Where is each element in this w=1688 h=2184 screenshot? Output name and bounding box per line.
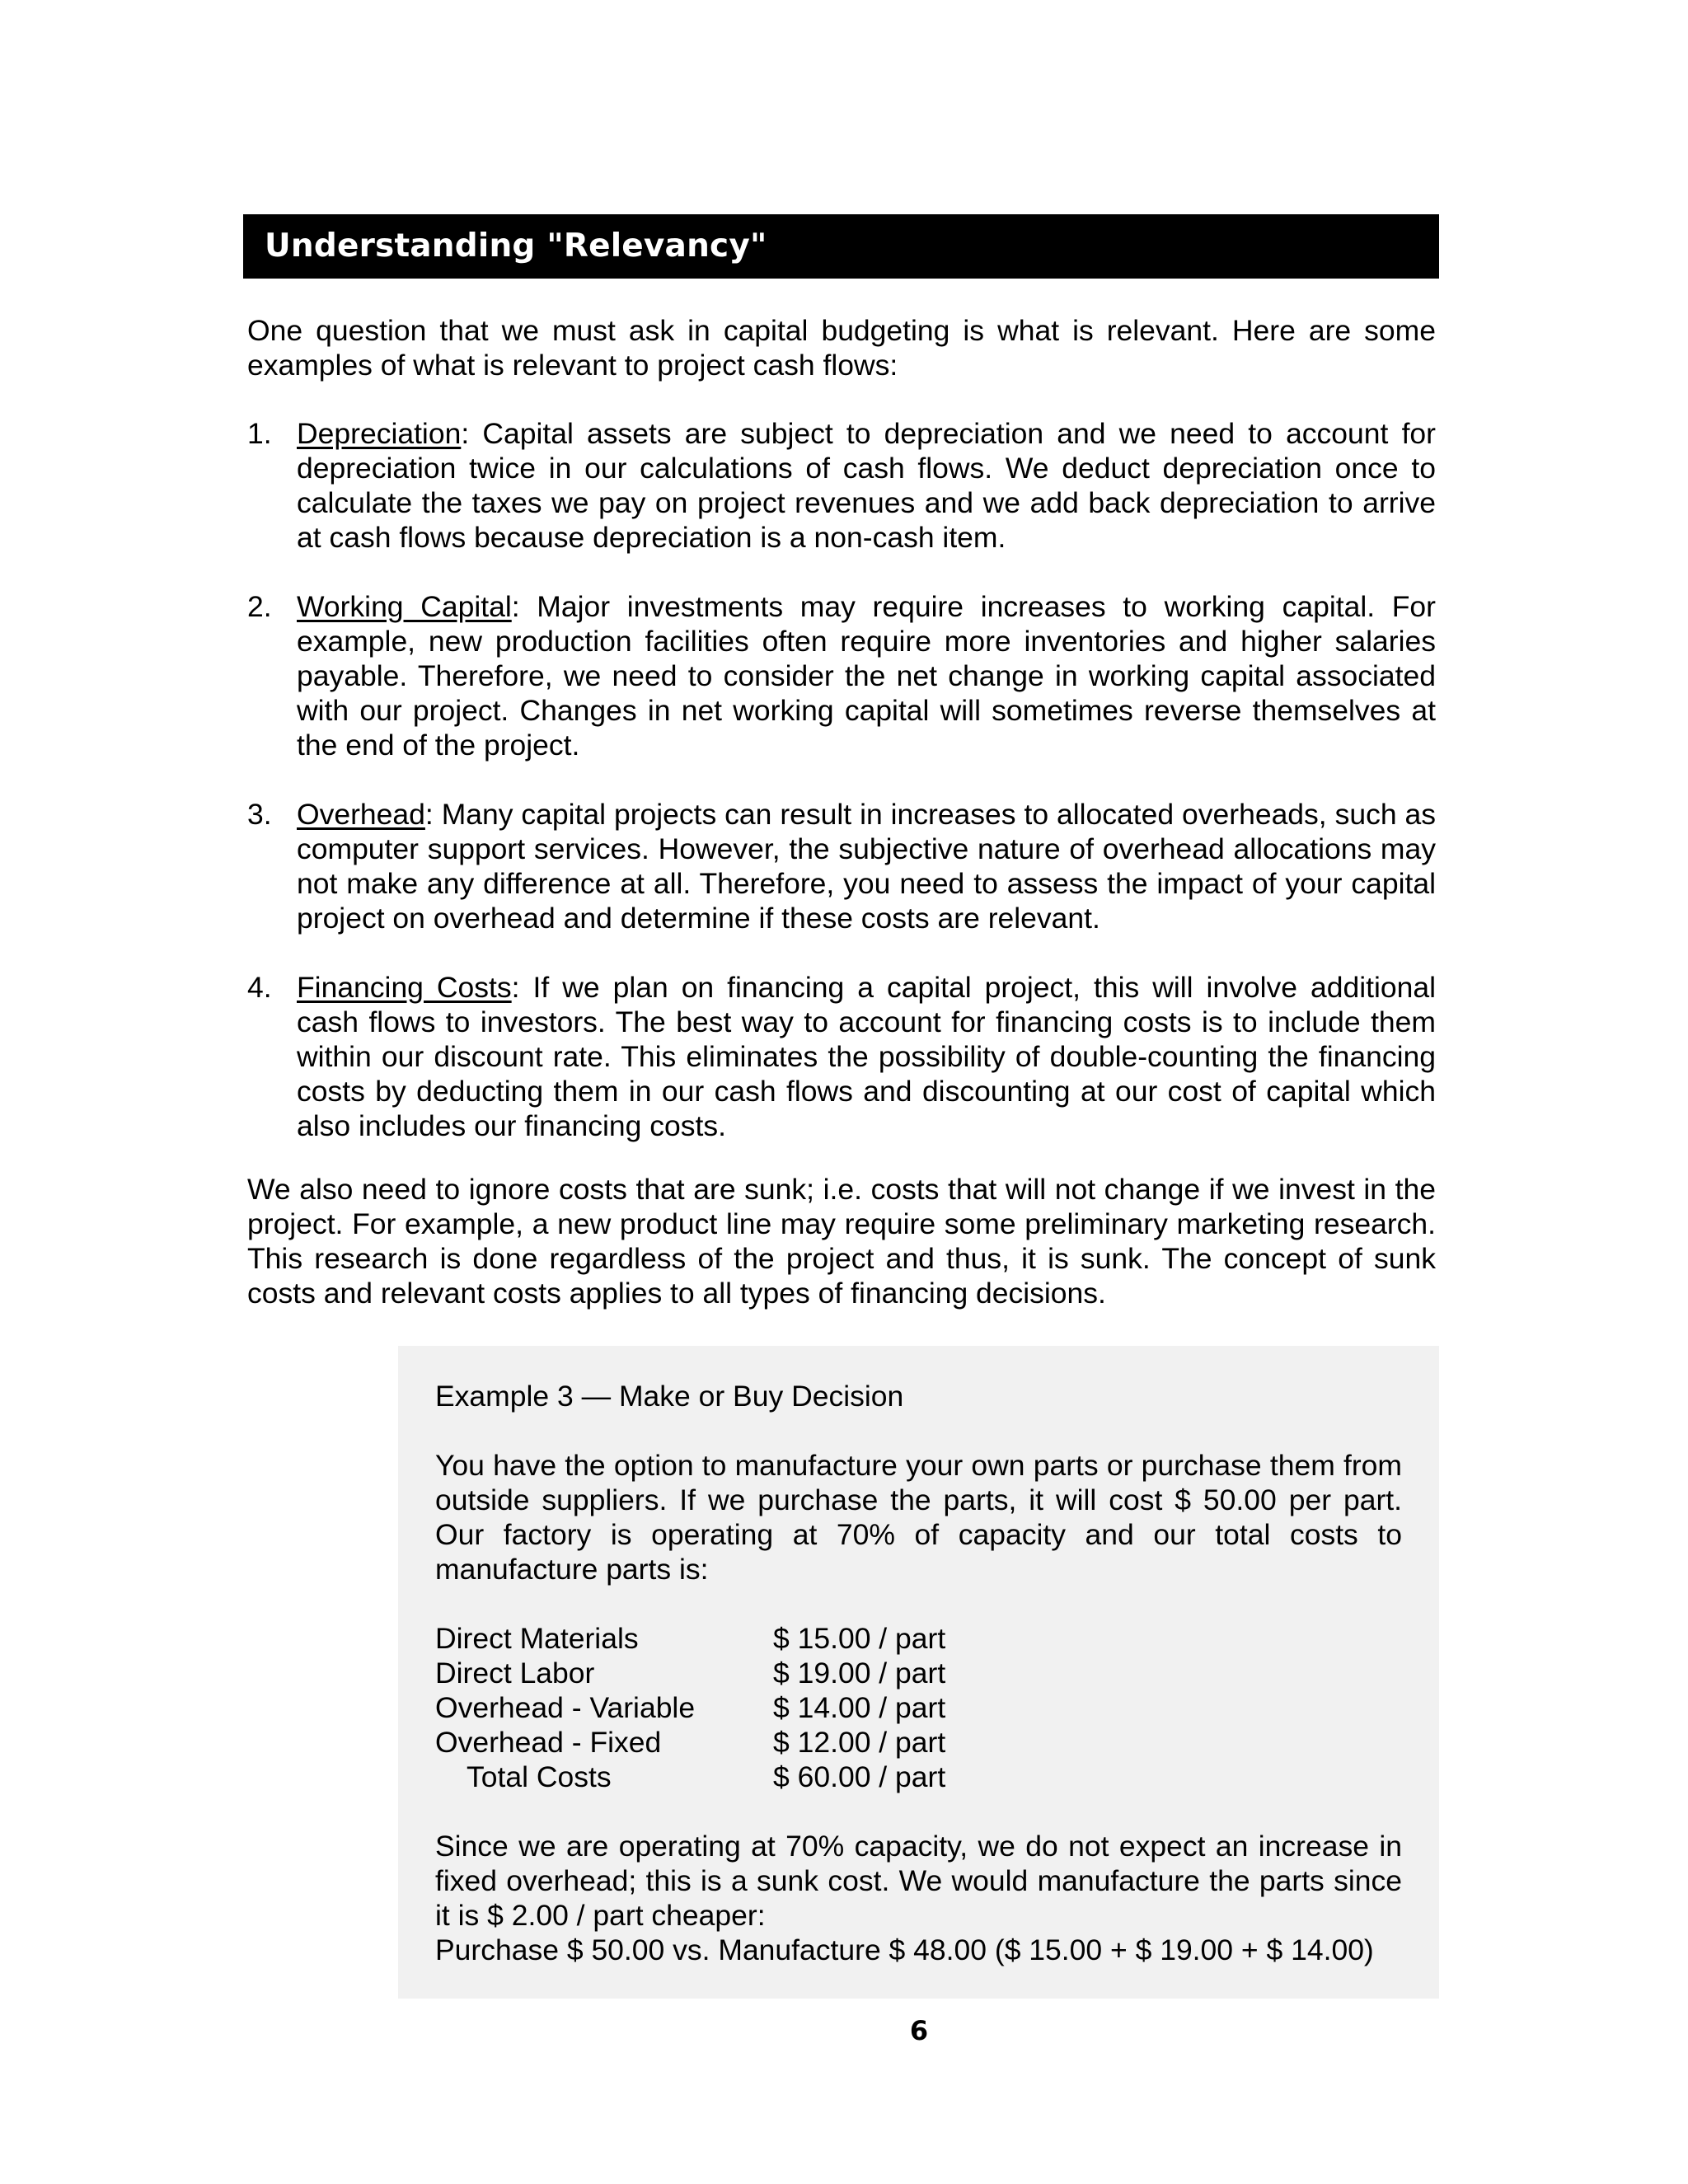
sunk-costs-paragraph: We also need to ignore costs that are sunk; i.e. costs that will not change if we invest in the project. For example, a new product line may require some preliminary marketing research. This research is done regardless of the project and thus, it is sunk. The concept of sunk costs and relevant costs applies to all types of financing decisions.	[247, 1173, 1436, 1310]
cost-total-label: Total Costs	[467, 1760, 612, 1793]
cost-label: Overhead - Fixed	[435, 1726, 662, 1759]
cost-row	[435, 1725, 945, 1760]
cost-total-value: $ 60.00 / part	[773, 1760, 946, 1793]
cost-value: $ 19.00 / part	[773, 1657, 946, 1690]
list-text: : Many capital projects can result in increases to allocated overheads, such as computer support services. However, the subjective nature of overhead allocations may not make any difference at all. Therefore, you need to assess the impact of your capital project on overhead and determine if these costs are relevant.	[297, 798, 1436, 935]
list-item-working-capital	[247, 589, 1436, 762]
list-term: Working Capital	[297, 590, 512, 623]
list-text: : Major investments may require increases to working capital. For example, new production facilities often require more inventories and higher salaries payable. Therefore, we need to consider the net change in working capital associated with our project. Changes in net working capital will sometimes reverse themselves at the end of the project.	[297, 590, 1436, 762]
list-number: 3.	[247, 798, 272, 831]
list-item-overhead	[247, 797, 1436, 935]
cost-row	[435, 1656, 945, 1690]
list-term: Financing Costs	[297, 971, 512, 1004]
list-term: Depreciation	[297, 417, 462, 450]
list-number: 4.	[247, 971, 272, 1004]
cost-row	[435, 1621, 945, 1656]
cost-value: $ 14.00 / part	[773, 1691, 946, 1724]
list-text: : Capital assets are subject to depreciation and we need to account for depreciation twice in our calculations of cash flows. We deduct depreciation once to calculate the taxes we pay on project revenues and we add back depreciation to arrive at cash flows because depreciation is a non-cash item.	[297, 417, 1436, 554]
example-comparison: Purchase $ 50.00 vs. Manufacture $ 48.00 ($ 15.00 + $ 19.00 + $ 14.00)	[435, 1933, 1374, 1966]
example-conclusion: Since we are operating at 70% capacity, we do not expect an increase in fixed overhead; this is a sunk cost. We would manufacture the parts since it is $ 2.00 / part cheaper:	[435, 1830, 1402, 1932]
list-item-financing-costs	[247, 970, 1436, 1143]
list-number: 2.	[247, 590, 272, 623]
example-box	[398, 1346, 1439, 1999]
cost-label: Direct Labor	[435, 1657, 595, 1690]
example-title: Example 3 — Make or Buy Decision	[435, 1380, 904, 1413]
cost-value: $ 15.00 / part	[773, 1622, 946, 1655]
section-title: Understanding "Relevancy"	[265, 227, 767, 265]
cost-label: Overhead - Variable	[435, 1691, 696, 1724]
example-content	[435, 1379, 1402, 1967]
cost-total-row	[435, 1760, 945, 1794]
example-description: You have the option to manufacture your own parts or purchase them from outside suppliers. If we purchase the parts, it will cost $ 50.00 per part. Our factory is operating at 70% of capacity and our total costs to manufacture parts is:	[435, 1449, 1402, 1586]
list-term: Overhead	[297, 798, 425, 831]
section-header-bar	[243, 214, 1439, 279]
list-item-depreciation	[247, 416, 1436, 555]
intro-paragraph: One question that we must ask in capital budgeting is what is relevant. Here are some examples of what is relevant to project cash flows:	[247, 314, 1436, 382]
cost-label: Direct Materials	[435, 1622, 639, 1655]
page-number: 6	[909, 2015, 929, 2046]
cost-row	[435, 1690, 945, 1725]
cost-value: $ 12.00 / part	[773, 1726, 946, 1759]
cost-table	[435, 1621, 945, 1794]
relevant-items-list	[247, 416, 1436, 1178]
list-number: 1.	[247, 417, 272, 450]
list-text: : If we plan on financing a capital project, this will involve additional cash flows to investors. The best way to account for financing costs is to include them within our discount rate. This eliminates the possibility of double-counting the financing costs by deducting them in our cash flows and discounting at our cost of capital which also includes our financing costs.	[297, 971, 1436, 1142]
